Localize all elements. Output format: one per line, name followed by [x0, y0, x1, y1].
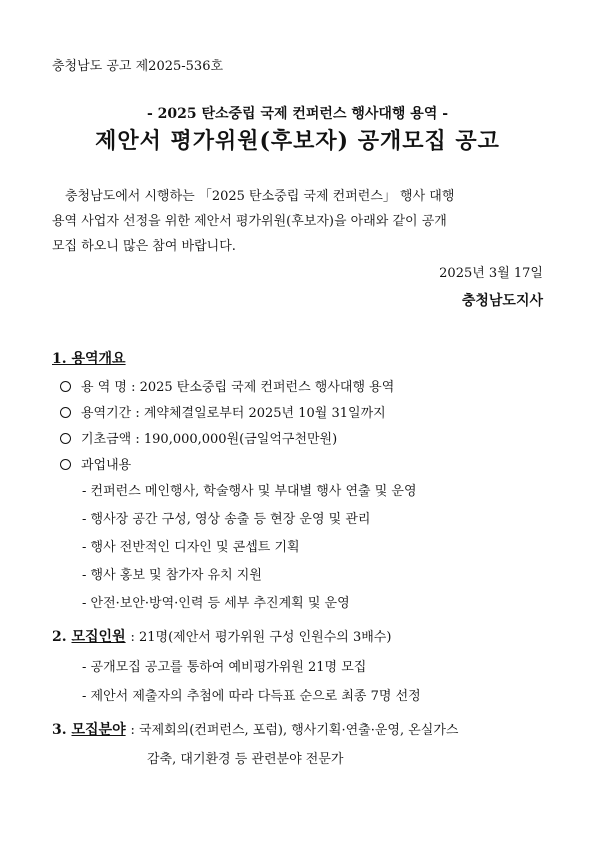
section-2-label: 모집인원 [71, 629, 126, 645]
section-3-label: 모집분야 [71, 722, 126, 738]
task-item: - 행사장 공간 구성, 영상 송출 등 현장 운영 및 관리 [82, 512, 371, 527]
section-2-title [52, 626, 391, 646]
recruit-item: - 제안서 제출자의 추첨에 따라 다득표 순으로 최종 7명 선정 [82, 689, 421, 704]
section-3-text: : 국제회의(컨퍼런스, 포럼), 행사기획·연출·운영, 온실가스 [130, 723, 459, 738]
intro-paragraph [52, 184, 544, 259]
section-2-text: : 21명(제안서 평가위원 구성 인원수의 3배수) [130, 630, 392, 645]
bullet-text: 용 역 명 : 2025 탄소중립 국제 컨퍼런스 행사대행 용역 [81, 380, 395, 395]
task-item: - 행사 전반적인 디자인 및 콘셉트 기획 [82, 540, 300, 555]
intro-line: 충청남도에서 시행하는 「2025 탄소중립 국제 컨퍼런스」 행사 대행 [65, 189, 455, 204]
document-subtitle: - 2025 탄소중립 국제 컨퍼런스 행사대행 용역 - [146, 106, 449, 122]
list-item [60, 402, 386, 421]
circle-bullet-icon [60, 433, 71, 444]
intro-line: 용역 사업자 선정을 위한 제안서 평가위원(후보자)을 아래와 같이 공개 [52, 214, 447, 229]
recruit-item: - 공개모집 공고를 통하여 예비평가위원 21명 모집 [82, 660, 367, 675]
circle-bullet-icon [60, 459, 71, 470]
section-3-continuation: 감축, 대기환경 등 관련분야 전문가 [147, 752, 344, 767]
section-3-number: 3. [52, 722, 67, 738]
section-3-title [52, 719, 458, 739]
intro-line: 모집 하오니 많은 참여 바랍니다. [52, 239, 236, 254]
issuer-name: 충청남도지사 [461, 293, 543, 309]
list-item [60, 376, 394, 395]
section-1-title [52, 348, 126, 368]
task-item: - 컨퍼런스 메인행사, 학술행사 및 부대별 행사 연출 및 운영 [82, 484, 417, 499]
bullet-text: 용역기간 : 계약체결일로부터 2025년 10월 31일까지 [81, 406, 386, 421]
circle-bullet-icon [60, 407, 71, 418]
section-2-number: 2. [52, 629, 67, 645]
task-item: - 행사 홍보 및 참가자 유치 지원 [82, 568, 262, 583]
notice-number: 충청남도 공고 제2025-536호 [52, 59, 224, 74]
bullet-text: 과업내용 [81, 458, 132, 473]
section-1-heading: 1. 용역개요 [52, 351, 126, 367]
announcement-date: 2025년 3월 17일 [439, 266, 543, 281]
document-title: 제안서 평가위원(후보자) 공개모집 공고 [95, 128, 500, 154]
task-item: - 안전·보안·방역·인력 등 세부 추진계획 및 운영 [82, 596, 350, 611]
list-item [60, 454, 131, 473]
circle-bullet-icon [60, 381, 71, 392]
list-item [60, 428, 337, 447]
bullet-text: 기초금액 : 190,000,000원(금일억구천만원) [81, 432, 338, 447]
